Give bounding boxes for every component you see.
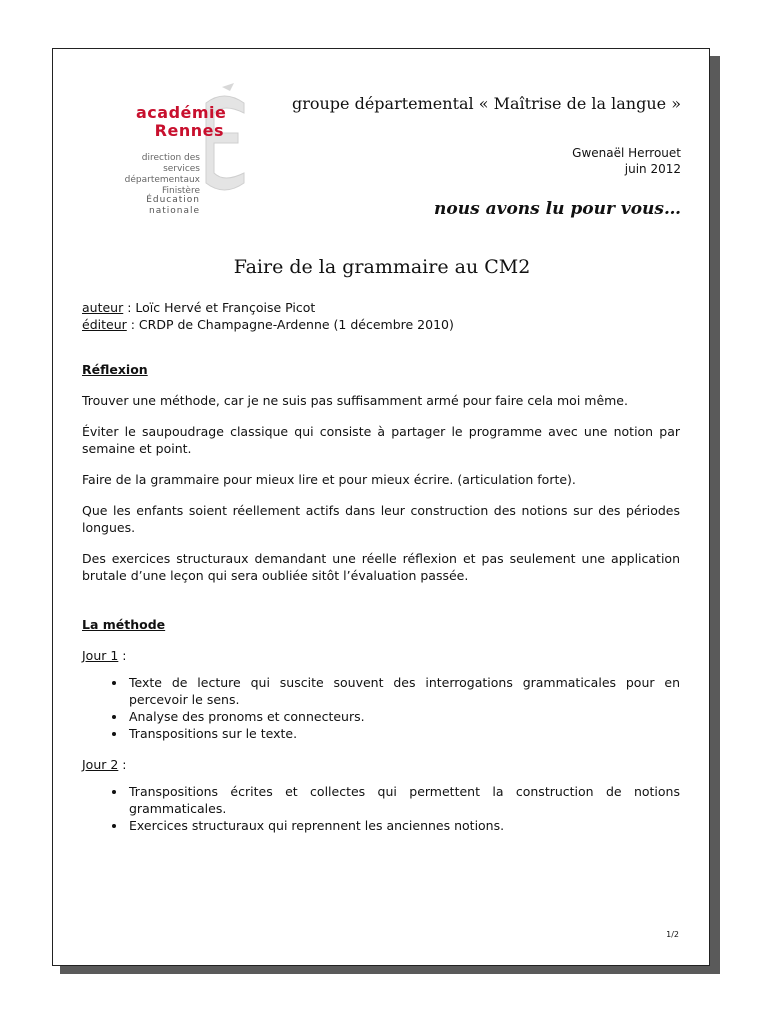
author-line xyxy=(82,299,680,316)
colon: : xyxy=(118,648,127,663)
author-block xyxy=(53,145,681,177)
list-item: • Transpositions sur le texte. xyxy=(127,725,680,742)
logo-sub-line: Finistère xyxy=(161,186,200,196)
logo-line-academie: académie xyxy=(136,103,227,122)
list-item: • Texte de lecture qui suscite souvent des interrogations grammaticales pour en percevoir le sens. xyxy=(127,674,680,708)
paragraph: Trouver une méthode, car je ne suis pas suffisamment armé pour faire cela moi même. xyxy=(82,393,628,408)
author-name: Gwenaël Herrouet xyxy=(572,146,681,160)
section-heading-methode: La méthode xyxy=(82,617,166,632)
document-page xyxy=(52,48,710,966)
author-value: : Loïc Hervé et Françoise Picot xyxy=(123,300,316,315)
paragraph: Des exercices structuraux demandant une réelle réflexion et pas seulement une application brutale d’une leçon qui sera oubliée sitôt l’évaluation passée. xyxy=(82,551,680,583)
document-body xyxy=(82,299,680,834)
page-number: 1/2 xyxy=(666,930,679,939)
editor-line xyxy=(82,316,680,333)
tagline: nous avons lu pour vous… xyxy=(434,199,681,219)
list-item: • Exercices structuraux qui reprennent les anciennes notions. xyxy=(127,817,680,834)
paragraph: Éviter le saupoudrage classique qui consiste à partager le programme avec une notion par semaine et point. xyxy=(82,424,680,456)
list-item: • Analyse des pronoms et connecteurs. xyxy=(127,708,680,725)
logo-line-rennes: Rennes xyxy=(154,121,224,140)
logo-sub-line: direction des services xyxy=(141,153,200,174)
paragraph: Faire de la grammaire pour mieux lire et pour mieux écrire. (articulation forte). xyxy=(82,472,576,487)
paragraph: Que les enfants soient réellement actifs dans leur construction des notions sur des périodes longues. xyxy=(82,503,680,535)
day2-list xyxy=(82,783,680,834)
logo-sub-line: départementaux xyxy=(124,175,200,185)
logo-sub-line: Éducation xyxy=(146,195,200,205)
page-title: Faire de la grammaire au CM2 xyxy=(233,256,531,278)
day-label xyxy=(82,647,680,664)
day-label xyxy=(82,756,680,773)
list-item: • Transpositions écrites et collectes qui permettent la construction de notions grammaticales. xyxy=(127,783,680,817)
section-heading-reflexion: Réflexion xyxy=(82,362,148,377)
group-title: groupe départemental « Maîtrise de la langue » xyxy=(291,94,681,113)
editor-label: éditeur xyxy=(82,317,127,332)
document-date: juin 2012 xyxy=(624,162,681,176)
colon: : xyxy=(118,757,127,772)
author-label: auteur xyxy=(82,300,124,315)
day1-label: Jour 1 xyxy=(82,648,119,663)
day1-list xyxy=(82,674,680,742)
editor-value: : CRDP de Champagne-Ardenne (1 décembre 2010) xyxy=(126,317,454,332)
logo-sub-line: nationale xyxy=(148,206,200,216)
day2-label: Jour 2 xyxy=(82,757,119,772)
book-meta xyxy=(82,299,680,333)
